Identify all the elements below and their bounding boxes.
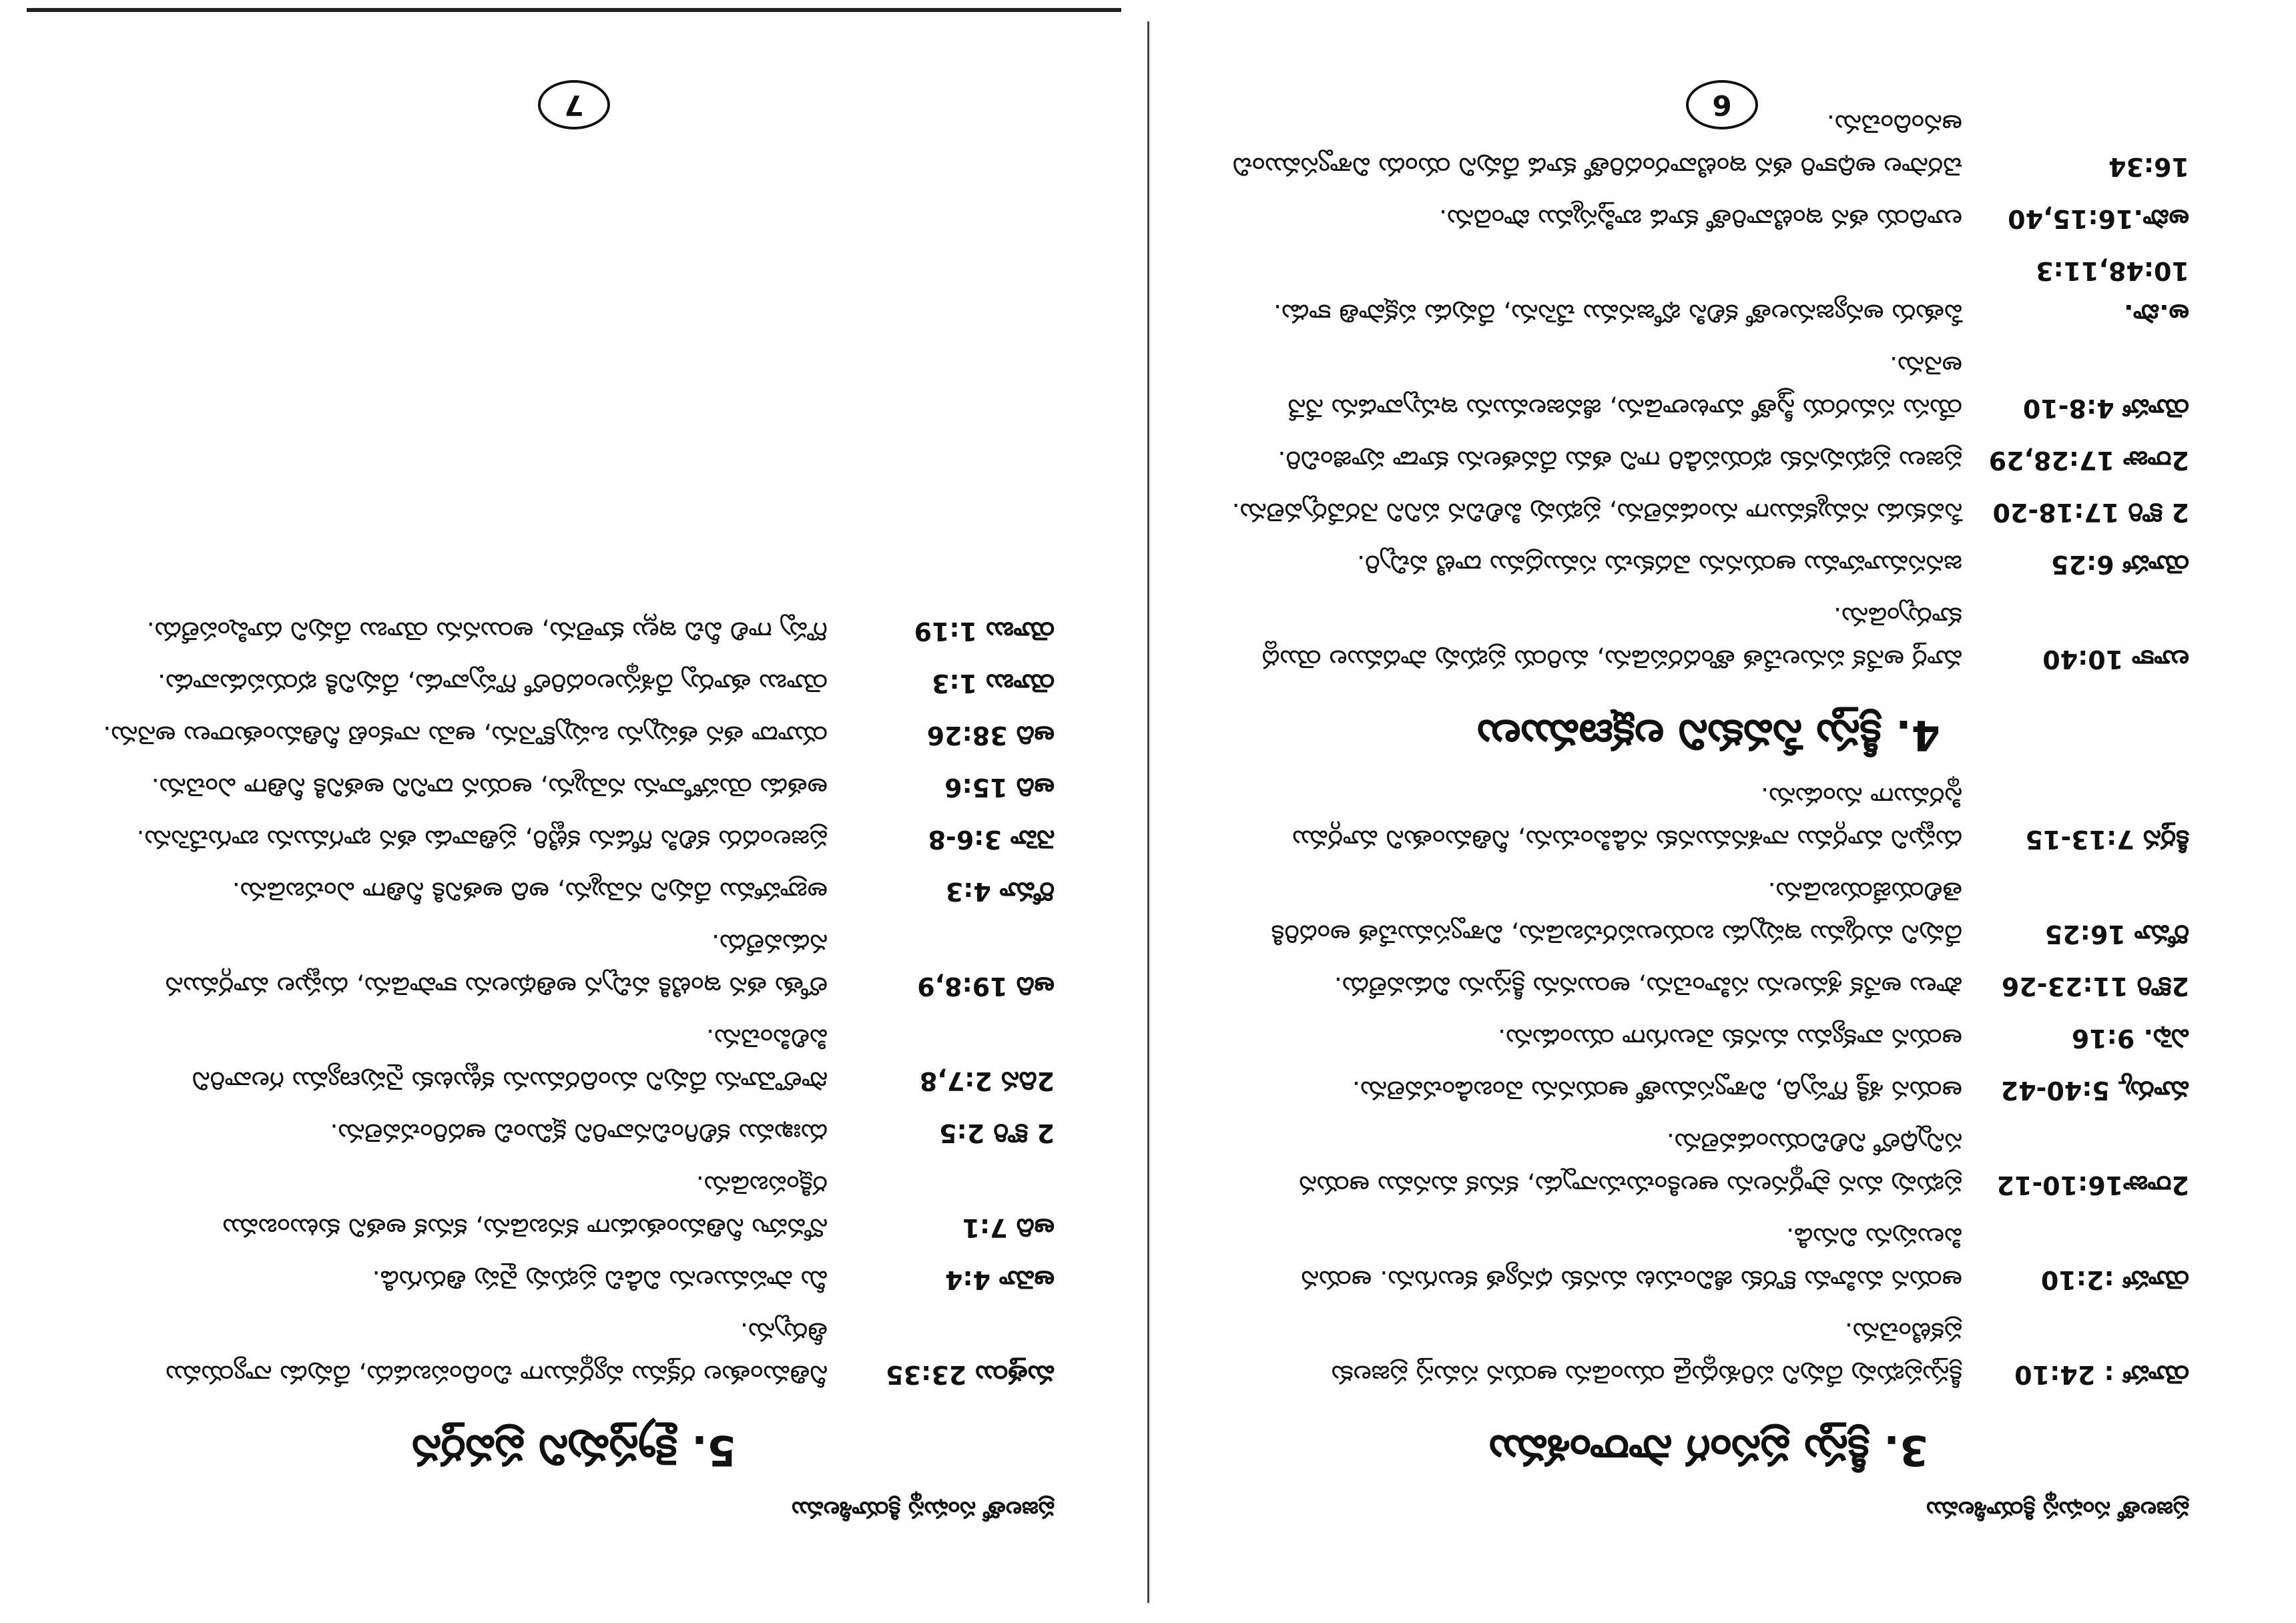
- verse-text: నీతిమంతుల రక్తము వ్యర్థముగా చిందింపబడదు, దేవుడు న్యాయము తీర్చును.: [166, 1317, 828, 1389]
- page-number: 6: [1686, 80, 1758, 129]
- verse-reference: ఆది 7:1: [962, 1213, 1055, 1243]
- verse-reference: యోబు 1:19: [914, 617, 1055, 646]
- verse-reference: 2 కొరి 2:5: [939, 1118, 1055, 1148]
- verse-reference: ఆది 15:6: [944, 773, 1055, 802]
- verse-text: మీ పాపములను విడిచి ప్రభువు వైపు తిరుగుడి.: [372, 1265, 828, 1295]
- page-number: 7: [538, 80, 610, 129]
- verse-reference: కీర్తన 7:13-15: [2025, 825, 2189, 854]
- verse-entry: [1228, 250, 2189, 335]
- verse-entry: [93, 714, 1055, 757]
- verse-text: సేవకుడు నమ్మకముగా నుండవలెను, ప్రభువు పిలిచిన పనిని నెరవేర్చవలెను.: [1231, 498, 1962, 527]
- verse-entry: [93, 818, 1055, 861]
- verse-text: ఆయన శక్తి గొప్పది, విశ్వాసముతో ఆయనను వెంబడించవలెను.: [1352, 1076, 1962, 1105]
- running-header: ప్రజలతో సంఘస్థ క్రియాశీలము: [792, 1496, 1055, 1523]
- entries-list: [1228, 775, 2189, 1396]
- verse-entry: [93, 766, 1055, 809]
- verse-text: దుష్టుని మార్గము నాశనమునకు నడిపించును, నీతిమంతుని మార్గము స్థిరముగా నుండును.: [1292, 782, 1962, 854]
- running-header: ప్రజలతో సంఘస్థ క్రియాశీలము: [1926, 1496, 2189, 1523]
- verse-entry: [93, 870, 1055, 913]
- verse-reference: 2 కొరి 17:18-20: [1992, 498, 2189, 527]
- verse-entry: [1228, 344, 2189, 430]
- verse-text: పౌలు అనేక శ్రమలను సహించెను, అయినను క్రీస్తును విడువలేదు.: [1334, 972, 1962, 1001]
- verse-entry: [1228, 965, 2189, 1008]
- verse-entry: [1228, 439, 2189, 482]
- page-6: [1148, 0, 2296, 1623]
- verse-text: లోతు తన ఇంటికి వచ్చిన అతిథులను కాపాడెను, దుష్టుల మార్గమున నడువలేదు.: [165, 929, 828, 1001]
- verse-text: యోబు తూర్పు దేశస్థులందరిలో గొప్పవాడు, దేవునికి భయపడువాడు.: [157, 669, 828, 698]
- verse-entry: [93, 610, 1055, 653]
- verse-reference: 2రాజు 17:28,29: [1988, 446, 2189, 475]
- verse-reference: 16:34: [2108, 152, 2189, 182]
- verse-reference: యోహా 4:8-10: [2022, 394, 2189, 423]
- verse-text: మార్త అనేక పనులచేత తొందరపడెను, మరియ ప్రభువు పాదముల యొద్ద కూర్చుండెను.: [1261, 602, 1962, 674]
- verse-text: దుఃఖము కలిగించినవారిని క్షమించి ఆదరించవలెను.: [330, 1118, 828, 1148]
- verse-text: అబ్రాహాము దేవుని నమ్మెను, అది అతనికి నీతిగా ఎంచబడెను.: [232, 877, 828, 906]
- verse-reference: లూకా 10:40: [2042, 645, 2189, 674]
- verse-entry: [1228, 1311, 2189, 1396]
- verse-reference: 2కొరి 11:23-26: [2001, 972, 2189, 1001]
- verse-text: సొలొమోను దేవుని మందిరమును కట్టుటకు నైపుణ్యము గలవారిని పిలిపించెను.: [192, 1024, 828, 1096]
- verse-text: దేవుని మర్మము ఇప్పుడు బయలుపరచబడెను, విశ్వాసముచేత అందరికి తెలియజేయబడెను.: [1271, 877, 1962, 949]
- verse-reference: రోమా 16:25: [2044, 920, 2189, 949]
- verse-reference: ఆది 19:8,9: [917, 972, 1055, 1001]
- verse-text: యేసు సమరయ స్త్రీతో మాటలాడెను, జీవజలమును ఇచ్చువాడను నేనే అనెను.: [1287, 351, 1962, 423]
- verse-reference: ఆమో 4:4: [944, 1265, 1055, 1295]
- verse-entry: [93, 922, 1055, 1008]
- verse-text: పేతురు అన్యజనులతో కలిసి భోజనము చేసెను, దేవుడు పక్షపాతి కాడు.: [1273, 299, 1962, 328]
- verse-entry: [93, 1259, 1055, 1301]
- verse-entry: [1228, 1216, 2189, 1301]
- verse-entry: [1228, 775, 2189, 861]
- verse-text: గొప్ప గాలి వీచి ఇల్లు కూలెను, అయినను యోబు దేవుని దూషింపలేదు.: [146, 617, 828, 646]
- verse-entry: [1228, 1017, 2189, 1060]
- verse-text: యూదా తన తప్పును ఒప్పుకొనెను, ఆమె నాకంటె నీతిమంతురాలు అనెను.: [103, 721, 828, 750]
- entries-list: [93, 610, 1055, 1396]
- verse-text: నోవహు నీతిమంతుడుగా కనబడెను, కనుక అతని కుటుంబము రక్షింపబడెను.: [222, 1171, 828, 1243]
- verse-text: ప్రజలు ప్రభువునకు భయపడిరి గాని తమ దేవతలను కూడా పూజించిరి.: [1277, 446, 1962, 475]
- verse-text: చెరసాల అధికారి తన ఇంటివారందరితో కూడ దేవుని యందు విశ్వాసముంచి ఆనందించెను.: [1232, 109, 1962, 182]
- verse-entry: [93, 662, 1055, 705]
- entries-list-2: [1228, 103, 2189, 681]
- verse-reference: యోహా 6:25: [2051, 550, 2189, 579]
- verse-text: ప్రభువు మన ప్రార్థనలను ఆలకించుచున్నాడు, కనుక మనము ఆయన సన్నిధిలో నిలిచియుండవలెను.: [1299, 1128, 1962, 1200]
- verse-reference: నెహె 3:6-8: [928, 825, 1055, 854]
- verse-text: అతడు యెహోవాను నమ్మెను, ఆయన దానిని అతనికి నీతిగా ఎంచెను.: [151, 773, 828, 802]
- section-title-4: 4. క్రీస్తు సేవకుని లక్షణములు: [1477, 711, 1940, 759]
- verse-text: ఆయన వాక్యము మనకు వెలుగుగా యుండును.: [1498, 1024, 1962, 1053]
- verse-entry: [1228, 198, 2189, 240]
- verse-reference: అ.పొ. 10:48,11:3: [2036, 256, 2189, 328]
- section-title-5: 5. క్రైస్తవుని ప్రవర్తన: [412, 1426, 736, 1475]
- verse-reference: యోబు 1:3: [931, 669, 1055, 698]
- verse-entry: [1228, 543, 2189, 586]
- verse-entry: [1228, 491, 2189, 534]
- verse-entry: [1228, 870, 2189, 956]
- verse-entry: [93, 1311, 1055, 1396]
- verse-entry: [1228, 1121, 2189, 1207]
- verse-reference: 2దిన 2:7,8: [919, 1066, 1055, 1096]
- verse-text: జనసమూహము ఆయనను వెదకుచు సముద్రము దాటి వచ్చిరి.: [1357, 550, 1962, 579]
- verse-entry: [1228, 595, 2189, 681]
- verse-text: క్రీస్తుప్రభువు దేవుని పరిశుద్ధుడై యుండెను ఆయన సమస్త ప్రజలకు ప్రకటించెను.: [1331, 1317, 1962, 1389]
- verse-reference: ఎఫె. 9:16: [2071, 1024, 2189, 1053]
- verse-reference: యోహా : 24:10: [2014, 1360, 2189, 1389]
- verse-reference: మత్తయి 23:35: [886, 1360, 1055, 1389]
- verse-reference: 2రాజు16:10-12: [1996, 1171, 2189, 1200]
- verse-entry: [93, 1112, 1055, 1155]
- verse-text: ఆయన మహిమ కొరకు జీవించుట మనకు ధన్యత కలుగును. ఆయన పిలుపును వినుడి.: [1301, 1223, 1962, 1295]
- verse-text: లూదియ తన ఇంటివారితో కూడ బాప్తిస్మము పొందెను.: [1438, 204, 1962, 234]
- verse-reference: అపొ.16:15,40: [2008, 204, 2189, 234]
- verse-entry: [93, 1017, 1055, 1102]
- verse-reference: ఆది 38:26: [926, 721, 1055, 750]
- verse-text: ప్రజలందరు కలిసి గోడను కట్టిరి, ప్రతివాడు తన భాగమును బాగుచేసెను.: [136, 825, 828, 854]
- verse-entry: [93, 1164, 1055, 1249]
- verse-reference: యోహా :2:10: [2040, 1265, 2189, 1295]
- section-title-3: 3. క్రీస్తు ప్రసంగ సారాంశము: [1489, 1426, 1928, 1475]
- verse-reference: రోమా 4:3: [945, 877, 1055, 906]
- verse-reference: మార్కు 5:40-42: [2000, 1076, 2189, 1105]
- verse-entry: [1228, 1069, 2189, 1112]
